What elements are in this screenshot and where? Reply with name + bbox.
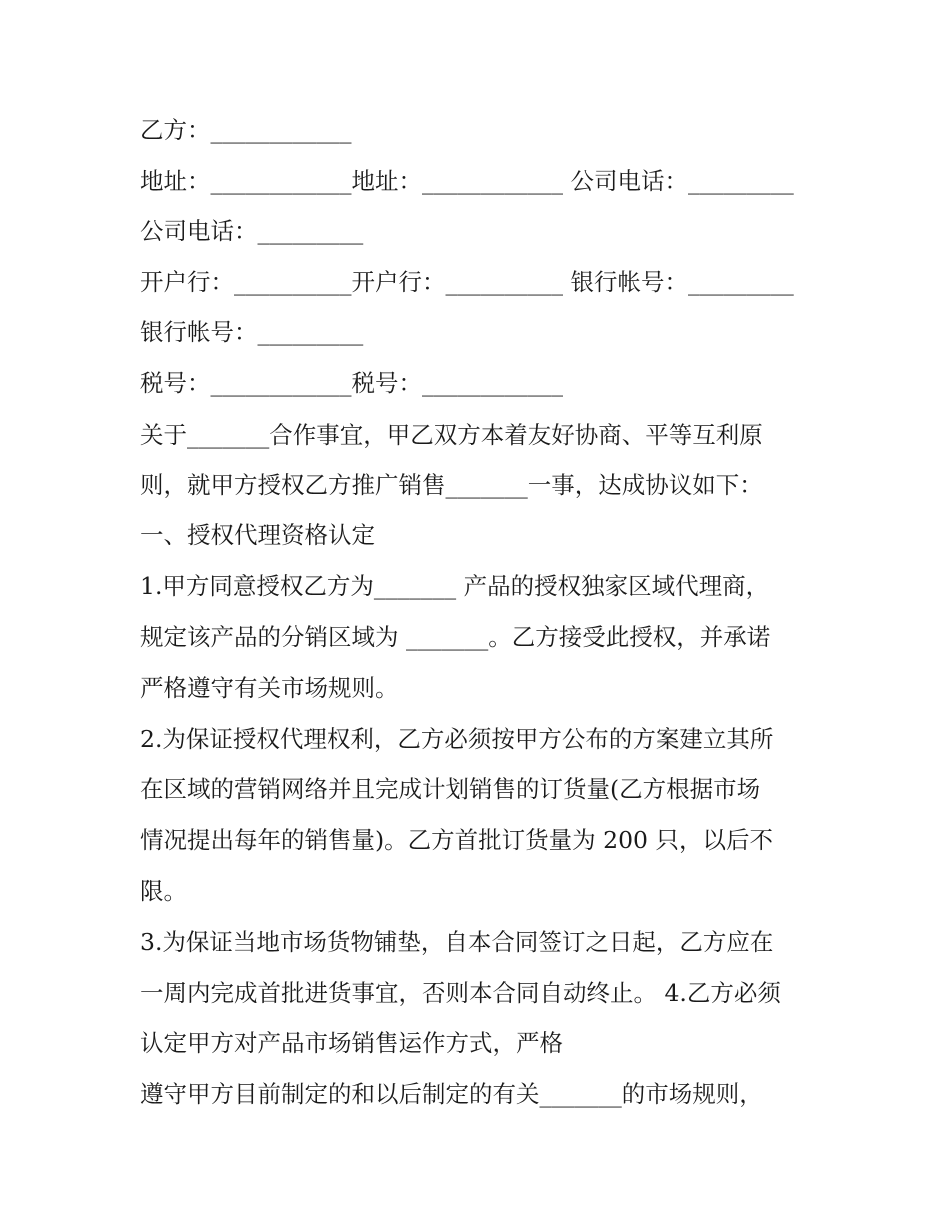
- bank-account-line: 开户行：__________开户行：__________ 银行帐号：_________: [140, 268, 794, 296]
- paragraph-line: 遵守甲方目前制定的和以后制定的有关_______的市场规则，: [140, 1080, 763, 1108]
- company-phone-line: 公司电话：_________: [140, 217, 364, 245]
- paragraph-line: 2.为保证授权代理权利，乙方必须按甲方公布的方案建立其所: [140, 725, 774, 753]
- account-number-line: 银行帐号：_________: [140, 318, 364, 346]
- paragraph-line: 一周内完成首批进货事宜，否则本合同自动终止。 4.乙方必须: [140, 979, 781, 1007]
- paragraph-line: 则，就甲方授权乙方推广销售_______一事，达成协议如下：: [140, 471, 763, 499]
- paragraph-line: 在区域的营销网络并且完成计划销售的订货量(乙方根据市场: [140, 775, 761, 803]
- section-heading: 一、授权代理资格认定: [140, 521, 375, 549]
- paragraph-line: 规定该产品的分销区域为 _______。乙方接受此授权，并承诺: [140, 623, 771, 651]
- paragraph-line: 限。: [140, 877, 187, 905]
- party-b-line: 乙方：____________: [140, 116, 352, 144]
- tax-number-line: 税号：____________税号：____________: [140, 369, 563, 397]
- paragraph-line: 认定甲方对产品市场销售运作方式，严格: [140, 1029, 563, 1057]
- paragraph-line: 关于_______合作事宜，甲乙双方本着友好协商、平等互利原: [140, 421, 763, 449]
- paragraph-line: 情况提出每年的销售量)。乙方首批订货量为 200 只，以后不: [140, 826, 773, 854]
- paragraph-line: 3.为保证当地市场货物铺垫，自本合同签订之日起，乙方应在: [140, 928, 774, 956]
- paragraph-line: 严格遵守有关市场规则。: [140, 674, 399, 702]
- address-phone-line: 地址：____________地址：____________ 公司电话：_________: [140, 167, 794, 195]
- paragraph-line: 1.甲方同意授权乙方为_______ 产品的授权独家区域代理商，: [140, 572, 770, 600]
